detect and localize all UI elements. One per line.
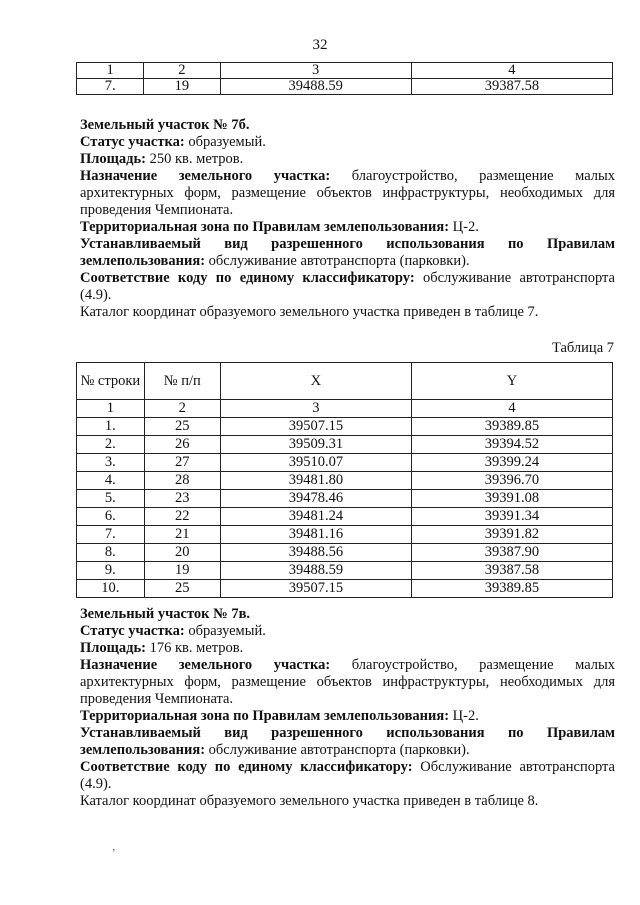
table-row <box>77 508 613 526</box>
header-x: X <box>220 363 411 400</box>
table-cell: 39387.58 <box>411 79 612 95</box>
status-label: Статус участка: <box>80 623 185 639</box>
table-cell: 2 <box>144 400 220 418</box>
area-value: 250 кв. метров. <box>146 151 244 167</box>
table-row <box>77 79 613 95</box>
table-cell: 39391.82 <box>411 526 612 544</box>
table-cell: 39478.46 <box>220 490 411 508</box>
table-cell: 2. <box>77 436 145 454</box>
purpose-value: благоустройство, размещение малых архитектурных форм, размещение объектов инфраструктуры, необходимых для проведения Чемпионата. <box>80 657 615 707</box>
table-cell: 25 <box>144 580 220 598</box>
purpose-paragraph <box>80 168 615 219</box>
code-value: обслуживание автотранспорта (4.9). <box>80 270 615 303</box>
table-cell: 21 <box>144 526 220 544</box>
table-cell: 4. <box>77 472 145 490</box>
table-cell: 9. <box>77 562 145 580</box>
table-cell: 4 <box>411 400 612 418</box>
table-cell: 1. <box>77 418 145 436</box>
parcel-7v-section <box>80 606 615 810</box>
purpose-value: благоустройство, размещение малых архитектурных форм, размещение объектов инфраструктуры, необходимых для проведения Чемпионата. <box>80 168 615 218</box>
use-value: обслуживание автотранспорта (парковки). <box>205 253 470 269</box>
code-label: Соответствие коду по единому классификатору: <box>80 759 413 775</box>
table-cell: 1 <box>77 400 145 418</box>
table-row <box>77 544 613 562</box>
table-cell: 3 <box>220 63 411 79</box>
zone-label: Территориальная зона по Правилам землепользования: <box>80 219 450 235</box>
table-row <box>77 454 613 472</box>
area-label: Площадь: <box>80 151 146 167</box>
table-cell: 39481.16 <box>220 526 411 544</box>
table-row <box>77 63 613 79</box>
table-cell: 27 <box>144 454 220 472</box>
zone-label: Территориальная зона по Правилам землепользования: <box>80 708 450 724</box>
purpose-label: Назначение земельного участка: <box>80 657 331 673</box>
table-cell: 7. <box>77 526 145 544</box>
use-value: обслуживание автотранспорта (парковки). <box>205 742 470 758</box>
table-row <box>77 472 613 490</box>
purpose-paragraph <box>80 657 615 708</box>
catalog-line: Каталог координат образуемого земельного участка приведен в таблице 8. <box>80 793 539 809</box>
table-cell: 1 <box>77 63 144 79</box>
use-label: Устанавливаемый вид разрешенного использования по Правилам землепользования: <box>80 725 615 758</box>
table-cell: 39399.24 <box>411 454 612 472</box>
code-paragraph <box>80 759 615 793</box>
table-cell: 39507.15 <box>220 580 411 598</box>
page-number: 32 <box>312 37 328 53</box>
table-cell: 39481.24 <box>220 508 411 526</box>
table-cell: 39389.85 <box>411 580 612 598</box>
table-cell: 39488.59 <box>220 79 411 95</box>
status-value: образуемый. <box>184 623 266 639</box>
table-row <box>77 526 613 544</box>
use-paragraph <box>80 236 615 270</box>
table-cell: 39387.58 <box>411 562 612 580</box>
table-cell: 4 <box>411 63 612 79</box>
status-line <box>80 623 615 640</box>
table-cell: 39391.08 <box>411 490 612 508</box>
table-cell: 6. <box>77 508 145 526</box>
table-caption: Таблица 7 <box>551 340 614 356</box>
table-cell: 5. <box>77 490 145 508</box>
table-cell: 39394.52 <box>411 436 612 454</box>
table-cell: 39387.90 <box>411 544 612 562</box>
table-cell: 39507.15 <box>220 418 411 436</box>
table-cell: 39488.59 <box>220 562 411 580</box>
table-cell: 3. <box>77 454 145 472</box>
header-row-no: № строки <box>77 363 145 400</box>
area-label: Площадь: <box>80 640 146 656</box>
use-paragraph <box>80 725 615 759</box>
status-line <box>80 134 615 151</box>
stray-mark: ʼ <box>112 848 116 859</box>
table-cell: 39510.07 <box>220 454 411 472</box>
table-cell: 3 <box>220 400 411 418</box>
table-cell: 39488.56 <box>220 544 411 562</box>
table-cell: 25 <box>144 418 220 436</box>
status-label: Статус участка: <box>80 134 185 150</box>
use-label: Устанавливаемый вид разрешенного использования по Правилам землепользования: <box>80 236 615 269</box>
parcel-title: Земельный участок № 7в. <box>80 606 251 622</box>
table-cell: 8. <box>77 544 145 562</box>
table-cell: 22 <box>144 508 220 526</box>
table-cell: 39481.80 <box>220 472 411 490</box>
table-row <box>77 400 613 418</box>
header-point-no: № п/п <box>144 363 220 400</box>
table-row <box>77 418 613 436</box>
table-row <box>77 436 613 454</box>
area-value: 176 кв. метров. <box>146 640 244 656</box>
purpose-label: Назначение земельного участка: <box>80 168 331 184</box>
code-paragraph <box>80 270 615 304</box>
code-value: Обслуживание автотранспорта (4.9). <box>80 759 615 792</box>
table-7-coordinates <box>76 362 613 598</box>
zone-line <box>80 708 615 725</box>
status-value: образуемый. <box>184 134 266 150</box>
area-line <box>80 640 615 657</box>
table-cell: 19 <box>144 79 220 95</box>
top-coordinates-table <box>76 62 613 95</box>
catalog-line: Каталог координат образуемого земельного участка приведен в таблице 7. <box>80 304 539 320</box>
parcel-title: Земельный участок № 7б. <box>80 117 250 133</box>
table-cell: 26 <box>144 436 220 454</box>
table-cell: 10. <box>77 580 145 598</box>
table-cell: 39389.85 <box>411 418 612 436</box>
table-cell: 23 <box>144 490 220 508</box>
table-cell: 20 <box>144 544 220 562</box>
code-label: Соответствие коду по единому классификатору: <box>80 270 415 286</box>
table-cell: 39391.34 <box>411 508 612 526</box>
header-y: Y <box>411 363 612 400</box>
table-row <box>77 580 613 598</box>
table-row <box>77 490 613 508</box>
zone-line <box>80 219 615 236</box>
parcel-7b-section <box>80 117 615 321</box>
table-cell: 39509.31 <box>220 436 411 454</box>
zone-value: Ц-2. <box>449 219 479 235</box>
zone-value: Ц-2. <box>449 708 479 724</box>
table-cell: 19 <box>144 562 220 580</box>
table-row <box>77 562 613 580</box>
area-line <box>80 151 615 168</box>
table-cell: 28 <box>144 472 220 490</box>
table-header-row <box>77 363 613 400</box>
table-cell: 39396.70 <box>411 472 612 490</box>
table-cell: 7. <box>77 79 144 95</box>
table-cell: 2 <box>144 63 220 79</box>
